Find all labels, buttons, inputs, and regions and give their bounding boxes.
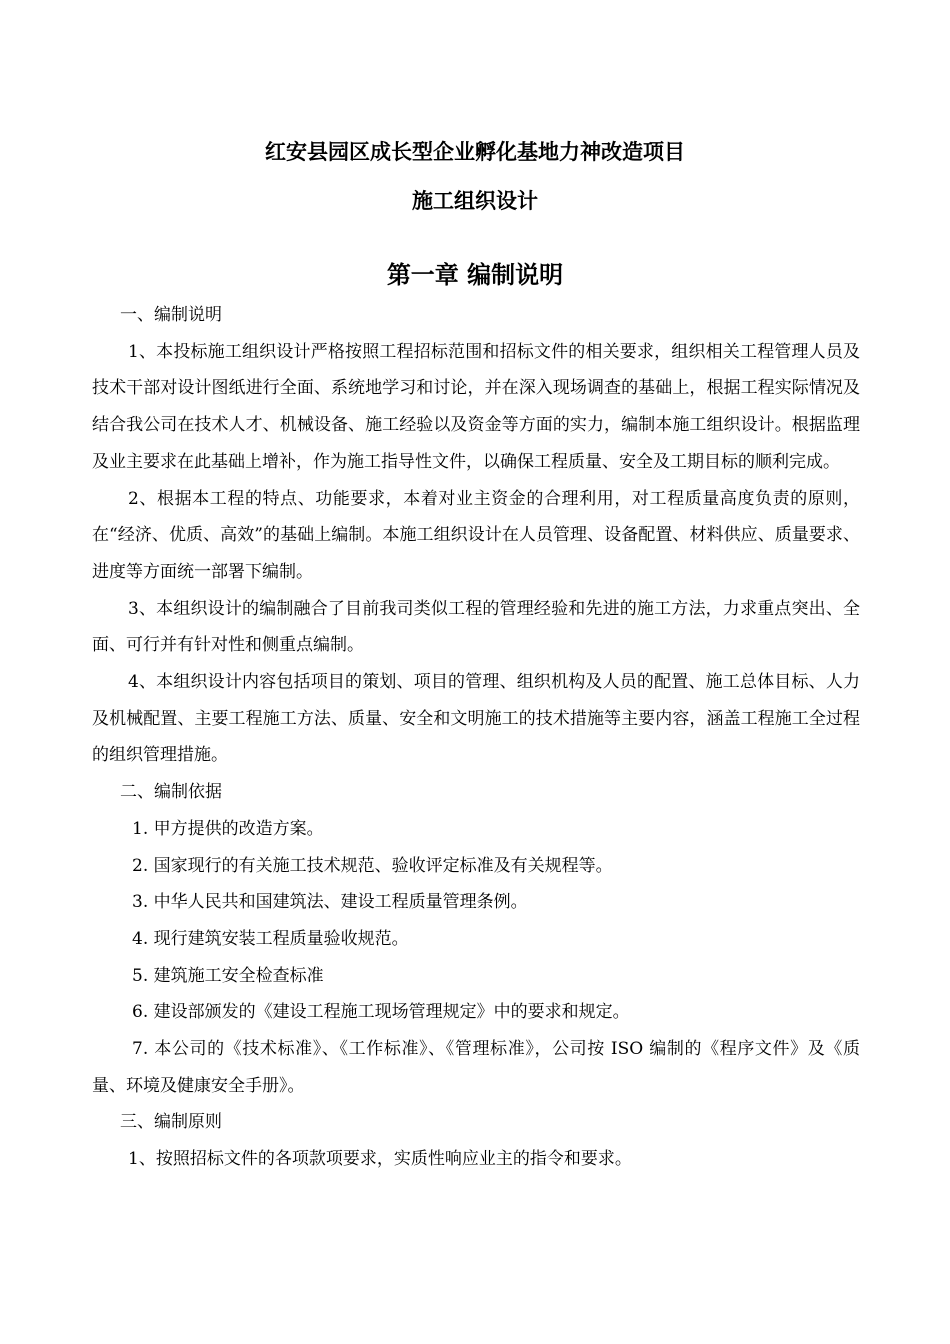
paragraph: 4、本组织设计内容包括项目的策划、项目的管理、组织机构及人员的配置、施工总体目标、人力及机械配置、主要工程施工方法、质量、安全和文明施工的技术措施等主要内容，涵盖工程施工全过程的组织管理措施。 (92, 672, 860, 766)
list-item: 1、按照招标文件的各项款项要求，实质性响应业主的指令和要求。 (128, 1149, 632, 1170)
document-body (92, 297, 860, 1178)
list-item: 7. 本公司的《技术标准》、《工作标准》、《管理标准》，公司按 ISO 编制的《程序文件》及《质量、环境及健康安全手册》。 (92, 1039, 860, 1096)
section-heading: 二、编制依据 (120, 782, 222, 803)
list-item: 3. 中华人民共和国建筑法、建设工程质量管理条例。 (132, 892, 528, 913)
section-heading: 一、编制说明 (120, 305, 222, 325)
list-item: 1. 甲方提供的改造方案。 (132, 818, 324, 839)
document-title: 红安县园区成长型企业孵化基地力神改造项目 (265, 140, 685, 164)
chapter-heading: 第一章 编制说明 (386, 261, 564, 289)
list-item: 2. 国家现行的有关施工技术规范、验收评定标准及有关规程等。 (132, 855, 613, 876)
section-heading: 三、编制原则 (120, 1112, 222, 1133)
list-item: 6. 建设部颁发的《建设工程施工现场管理规定》中的要求和规定。 (132, 1002, 630, 1023)
paragraph: 2、根据本工程的特点、功能要求，本着对业主资金的合理利用，对工程质量高度负责的原则，在“经济、优质、高效”的基础上编制。本施工组织设计在人员管理、设备配置、材料供应、质量要求、进度等方面统一部署下编制。 (92, 488, 860, 582)
document-subtitle: 施工组织设计 (412, 189, 538, 213)
paragraph: 1、本投标施工组织设计严格按照工程招标范围和招标文件的相关要求，组织相关工程管理人员及技术干部对设计图纸进行全面、系统地学习和讨论，并在深入现场调查的基础上，根据工程实际情况及结合我公司在技术人才、机械设备、施工经验以及资金等方面的实力，编制本施工组织设计。根据监理及业主要求在此基础上增补，作为施工指导性文件，以确保工程质量、安全及工期目标的顺利完成。 (92, 341, 860, 472)
list-item: 5. 建筑施工安全检查标准 (132, 965, 324, 986)
paragraph: 3、本组织设计的编制融合了目前我司类似工程的管理经验和先进的施工方法，力求重点突出、全面、可行并有针对性和侧重点编制。 (92, 598, 860, 656)
list-item: 4. 现行建筑安装工程质量验收规范。 (132, 928, 409, 949)
